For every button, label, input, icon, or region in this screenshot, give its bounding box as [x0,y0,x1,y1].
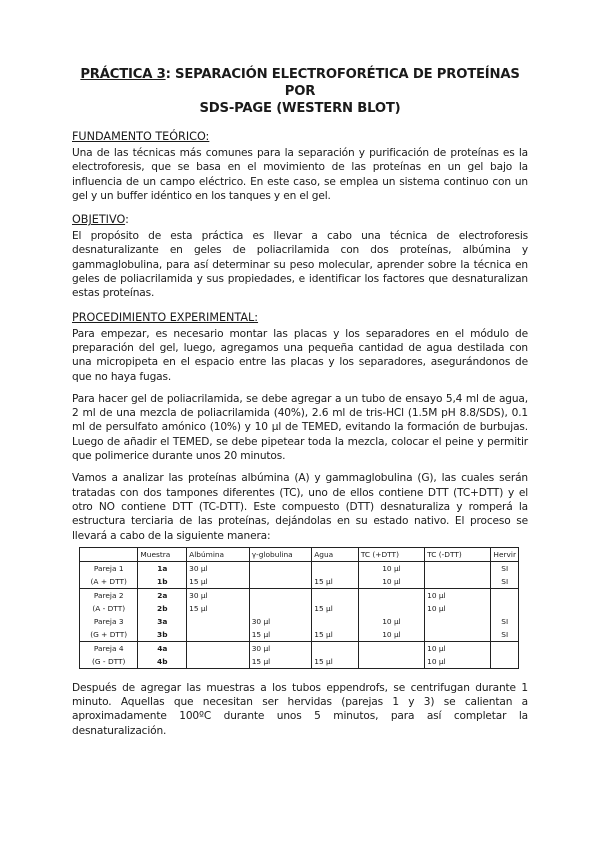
table-row [80,615,519,628]
table-cell: (A - DTT) [80,602,138,615]
table-cell: Pareja 2 [80,588,138,602]
table-cell [358,655,424,669]
paragraph-procedimiento-2: Para hacer gel de poliacrilamida, se debe agregar a un tubo de ensayo 5,4 ml de agua, 2 ml de una mezcla de poliacrilamida (40%), 2.6 ml de tris-HCl (1.5M pH 8.8/SDS), 0.1 ml de persulfato amónico (10%) y 10 µl de TEMED, evitando la formación de burbujas. Luego de añadir el TEMED, se debe pipetear toda la mezcla, colocar el peine y permitir que polimerice durante unos 20 minutos. [72,392,528,463]
table-cell: 10 µl [425,641,491,655]
table-cell: 10 µl [425,588,491,602]
table-cell [358,641,424,655]
table-cell: 3b [138,628,187,642]
table-cell: 10 µl [358,615,424,628]
table-row [80,628,519,642]
title-rest: : SEPARACIÓN ELECTROFORÉTICA DE PROTEÍNAS POR [165,67,520,99]
table-cell: 2b [138,602,187,615]
table-row [80,588,519,602]
paragraph-procedimiento-4: Después de agregar las muestras a los tubos eppendrofs, se centrifugan durante 1 minuto. Aquellas que necesitan ser hervidas (parejas 1 y 3) se calientan a aproximadamente 100ºC durante unos 5 minutos, para así completar la desnaturalización. [72,681,528,737]
table-cell: 4a [138,641,187,655]
table-cell: Pareja 3 [80,615,138,628]
table-cell: (G + DTT) [80,628,138,642]
table-cell [187,655,250,669]
paragraph-fundamento: Una de las técnicas más comunes para la separación y purificación de proteínas es la electroforesis, que se basa en el movimiento de las proteínas en un gel bajo la influencia de un campo eléctrico. En este caso, se emplea un sistema continuo con un gel y un buffer idéntico en los tanques y en el gel. [72,147,528,202]
table-cell [358,588,424,602]
table-cell: 15 µl [249,628,312,642]
table-cell: SI [491,575,519,589]
title-line2: SDS-PAGE (WESTERN BLOT) [199,101,401,116]
table-cell: 15 µl [187,575,250,589]
table-cell: 4b [138,655,187,669]
table-cell [491,588,519,602]
table-cell [312,561,359,575]
table-cell: (G - DTT) [80,655,138,669]
table-cell: 15 µl [249,655,312,669]
heading-objetivo [72,213,528,227]
table-cell: SI [491,561,519,575]
samples-table [79,547,519,669]
heading-objetivo-text: OBJETIVO [72,213,126,227]
header-cell: γ-globulina [249,547,312,561]
table-row [80,655,519,669]
table-cell [249,588,312,602]
table-cell: 30 µl [249,641,312,655]
table-cell [312,641,359,655]
table-cell: 3a [138,615,187,628]
table-cell [425,561,491,575]
table-cell [249,575,312,589]
table-cell: 1b [138,575,187,589]
table-cell [312,588,359,602]
table-cell: (A + DTT) [80,575,138,589]
header-cell: Hervir [491,547,519,561]
table-cell [491,602,519,615]
header-cell [80,547,138,561]
header-cell: TC (-DTT) [425,547,491,561]
table-cell: Pareja 4 [80,641,138,655]
table-row [80,602,519,615]
paragraph-objetivo: El propósito de esta práctica es llevar a cabo una técnica de electroforesis desnaturalizante en geles de poliacrilamida con dos proteínas, albúmina y gammaglobulina, para así determinar su peso molecular, aprender sobre la técnica en geles de poliacrilamida y sus propiedades, e identificar los factores que desnaturalizan estas proteínas. [72,230,528,300]
table-cell [187,615,250,628]
table-cell [491,641,519,655]
heading-objetivo-suffix: : [125,213,129,227]
table-cell [312,615,359,628]
heading-fundamento: FUNDAMENTO TEÓRICO: [72,130,210,143]
table-cell [187,641,250,655]
table-cell: 10 µl [358,561,424,575]
table-cell: 2a [138,588,187,602]
samples-table-header [80,547,519,561]
title-prefix: PRÁCTICA 3 [80,67,166,82]
table-cell: 10 µl [358,628,424,642]
heading-procedimiento: PROCEDIMIENTO EXPERIMENTAL: [72,310,259,324]
table-cell: 10 µl [358,575,424,589]
table-cell: 30 µl [187,561,250,575]
table-cell: Pareja 1 [80,561,138,575]
document-title [72,66,528,117]
table-cell [249,602,312,615]
table-cell [491,655,519,669]
table-cell: 15 µl [312,628,359,642]
table-cell: 30 µl [249,615,312,628]
table-cell [425,575,491,589]
header-cell: Agua [312,547,359,561]
table-row [80,561,519,575]
document-page [72,66,528,748]
table-cell: 10 µl [425,602,491,615]
header-cell: Muestra [138,547,187,561]
table-cell [425,615,491,628]
table-cell [249,561,312,575]
table-cell: 1a [138,561,187,575]
table-cell [358,602,424,615]
paragraph-procedimiento-3: Vamos a analizar las proteínas albúmina (A) y gammaglobulina (G), las cuales serán tratadas con dos tampones diferentes (TC), uno de ellos contiene DTT (TC+DTT) y el otro NO contiene DTT (TC-DTT). Este compuesto (DTT) desnaturaliza y romperá la estructura terciaria de las proteínas, dejándolas en su estado nativo. El proceso se llevará a cabo de la siguiente manera: [72,472,528,542]
table-cell [425,628,491,642]
table-row [80,641,519,655]
header-cell: TC (+DTT) [358,547,424,561]
table-cell: SI [491,628,519,642]
table-cell: 10 µl [425,655,491,669]
table-cell: 30 µl [187,588,250,602]
header-cell: Albúmina [187,547,250,561]
table-cell: 15 µl [312,575,359,589]
table-cell: 15 µl [312,602,359,615]
table-cell: SI [491,615,519,628]
table-cell: 15 µl [312,655,359,669]
paragraph-procedimiento-1: Para empezar, es necesario montar las placas y los separadores en el módulo de preparación del gel, luego, agregamos una pequeña cantidad de agua destilada con una micropipeta en el espacio entre las placas y los separadores, asegurándonos de que no haya fugas. [72,327,528,383]
table-cell [187,628,250,642]
table-row [80,575,519,589]
table-cell: 15 µl [187,602,250,615]
